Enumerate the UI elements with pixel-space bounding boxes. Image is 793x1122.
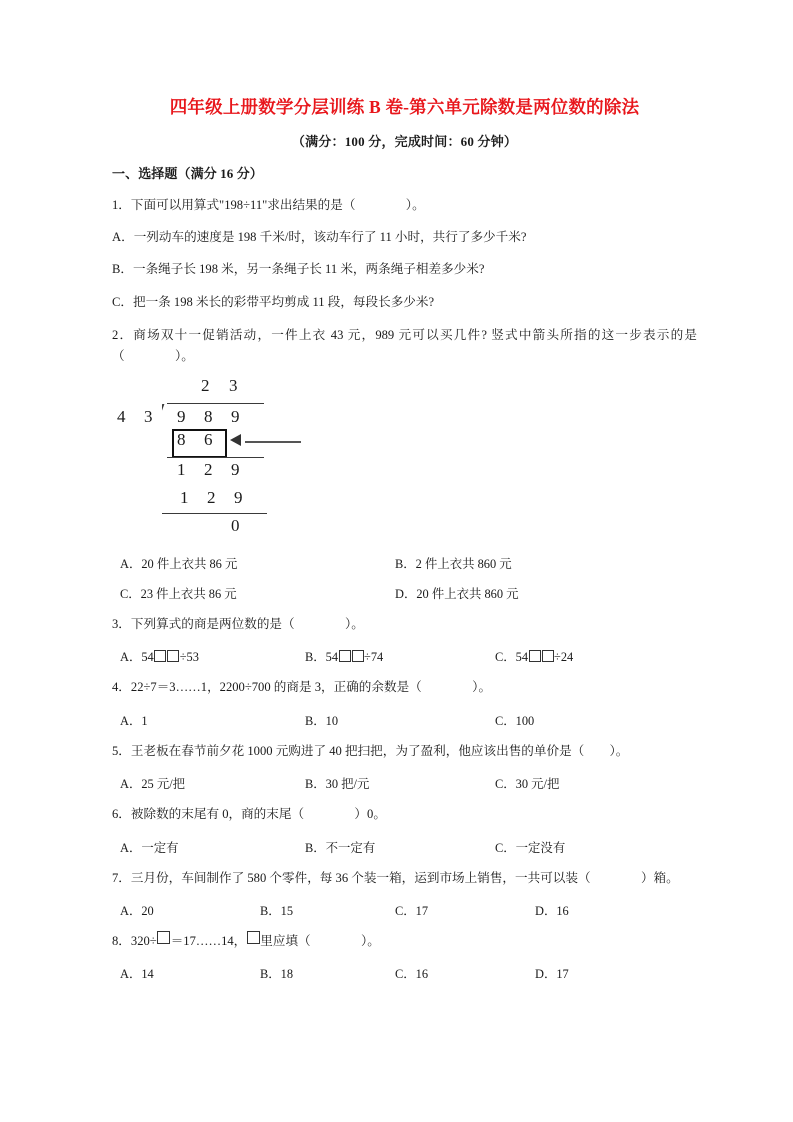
- question-3-option-a[interactable]: A．54 ÷53: [120, 650, 199, 665]
- question-5-text: 5．王老板在春节前夕花 1000 元购进了 40 把扫把，为了盈利，他应该出售的单价是（ ）。: [112, 743, 629, 758]
- question-6-option-a[interactable]: A．一定有: [120, 840, 179, 855]
- question-8-option-a[interactable]: A．14: [120, 967, 154, 982]
- question-2-option-c[interactable]: C．23 件上衣共 86 元: [120, 586, 237, 601]
- division-divisor-digit-2: 3: [144, 406, 153, 426]
- annotation-arrow-head: [230, 434, 241, 446]
- blank-box-icon: [157, 931, 170, 944]
- question-1-text: 1．下面可以用算式"198÷11"求出结果的是（ ）。: [112, 197, 425, 212]
- question-6-option-b[interactable]: B．不一定有: [305, 840, 376, 855]
- question-3-option-c[interactable]: C．54 ÷24: [495, 650, 574, 665]
- question-2-options-row-2: [112, 584, 697, 601]
- question-2-option-b[interactable]: B．2 件上衣共 860 元: [395, 556, 512, 571]
- division-dividend-digit-3: 9: [231, 406, 240, 426]
- division-remainder-1-digit-3: 9: [231, 459, 240, 479]
- question-4-option-b[interactable]: B．10: [305, 713, 339, 728]
- division-rule-2: [162, 513, 267, 514]
- question-8-text-pre: 8．320÷: [112, 933, 157, 948]
- blank-box-icon: [154, 650, 166, 662]
- question-5-options: [112, 774, 697, 791]
- section-header-multiple-choice: 一、选择题（满分 16 分）: [112, 165, 263, 181]
- division-remainder-1-digit-2: 2: [204, 459, 213, 479]
- division-vinculum: [167, 403, 264, 404]
- question-6-options: [112, 838, 697, 855]
- question-4-option-c[interactable]: C．100: [495, 713, 535, 728]
- question-5-option-b[interactable]: B．30 把/元: [305, 777, 370, 792]
- question-6-text: 6．被除数的末尾有 0，商的末尾（ ）0。: [112, 807, 386, 822]
- page-title: 四年级上册数学分层训练 B 卷-第六单元除数是两位数的除法: [169, 97, 640, 117]
- question-5-option-a[interactable]: A．25 元/把: [120, 777, 186, 792]
- long-division-figure: [112, 376, 432, 538]
- question-3-option-b[interactable]: B．54 ÷74: [305, 650, 384, 665]
- question-1-option-b[interactable]: B．一条绳子长 198 米，另一条绳子长 11 米，两条绳子相差多少米?: [112, 262, 485, 277]
- question-3-text: 3．下列算式的商是两位数的是（ ）。: [112, 616, 364, 631]
- division-partial-product-2-digit-1: 1: [180, 487, 189, 507]
- question-7-option-a[interactable]: A．20: [120, 903, 154, 918]
- question-8-text-mid: ＝17……14，: [170, 933, 247, 948]
- question-8-options: [112, 964, 697, 981]
- question-5-option-c[interactable]: C．30 元/把: [495, 777, 560, 792]
- question-4-option-a[interactable]: A．1: [120, 713, 148, 728]
- blank-box-icon: [167, 650, 179, 662]
- question-7-option-b[interactable]: B．15: [260, 903, 294, 918]
- question-4-options: [112, 711, 697, 728]
- division-quotient-digit-1: 2: [201, 375, 210, 395]
- blank-box-icon: [542, 650, 554, 662]
- question-1-option-a[interactable]: A．一列动车的速度是 198 千米/时，该动车行了 11 小时，共行了多少千米?: [112, 230, 527, 245]
- page-subtitle: （满分：100 分，完成时间：60 分钟）: [291, 133, 518, 149]
- question-8-option-d[interactable]: D．17: [535, 967, 569, 982]
- blank-box-icon: [352, 650, 364, 662]
- division-dividend-digit-2: 8: [204, 406, 213, 426]
- blank-box-icon: [529, 650, 541, 662]
- division-final-remainder: 0: [231, 515, 240, 535]
- division-partial-product-1-digit-1: 8: [177, 429, 186, 449]
- question-2-option-d[interactable]: D．20 件上衣共 860 元: [395, 586, 519, 601]
- division-bracket-slash: [162, 404, 174, 428]
- division-partial-product-2-digit-2: 2: [207, 487, 216, 507]
- question-7-options: [112, 901, 697, 918]
- division-rule-1: [167, 457, 264, 458]
- question-4-text: 4．22÷7＝3……1，2200÷700 的商是 3，正确的余数是（ ）。: [112, 680, 492, 695]
- question-3-options: [112, 647, 697, 664]
- question-6-option-c[interactable]: C．一定没有: [495, 840, 566, 855]
- question-2-text: 2．商场双十一促销活动，一件上衣 43 元，989 元可以买几件? 竖式中箭头所指的这一步表示的是（ ）。: [112, 328, 697, 363]
- question-1-option-c[interactable]: C．把一条 198 米长的彩带平均剪成 11 段，每段长多少米?: [112, 294, 435, 309]
- blank-box-icon: [339, 650, 351, 662]
- question-7-option-c[interactable]: C．17: [395, 903, 429, 918]
- division-partial-product-1-digit-2: 6: [204, 429, 213, 449]
- question-7-text: 7．三月份，车间制作了 580 个零件，每 36 个装一箱，运到市场上销售，一共可以装（ ）箱。: [112, 870, 679, 885]
- division-remainder-1-digit-1: 1: [177, 459, 186, 479]
- question-2-options-row-1: [112, 554, 697, 571]
- annotation-arrow-shaft: [245, 441, 301, 443]
- division-quotient-digit-2: 3: [229, 375, 238, 395]
- question-8-text-post: 里应填（ ）。: [260, 933, 380, 948]
- long-division-figure-wrap: [112, 376, 697, 541]
- question-8-text: [112, 931, 697, 951]
- question-7-option-d[interactable]: D．16: [535, 903, 569, 918]
- division-partial-product-2-digit-3: 9: [234, 487, 243, 507]
- question-8-option-b[interactable]: B．18: [260, 967, 294, 982]
- question-2-option-a[interactable]: A．20 件上衣共 86 元: [120, 556, 238, 571]
- question-8-option-c[interactable]: C．16: [395, 967, 429, 982]
- division-divisor-digit-1: 4: [117, 406, 126, 426]
- blank-box-icon: [247, 931, 260, 944]
- division-dividend-digit-1: 9: [177, 406, 186, 426]
- page-content: [112, 96, 697, 981]
